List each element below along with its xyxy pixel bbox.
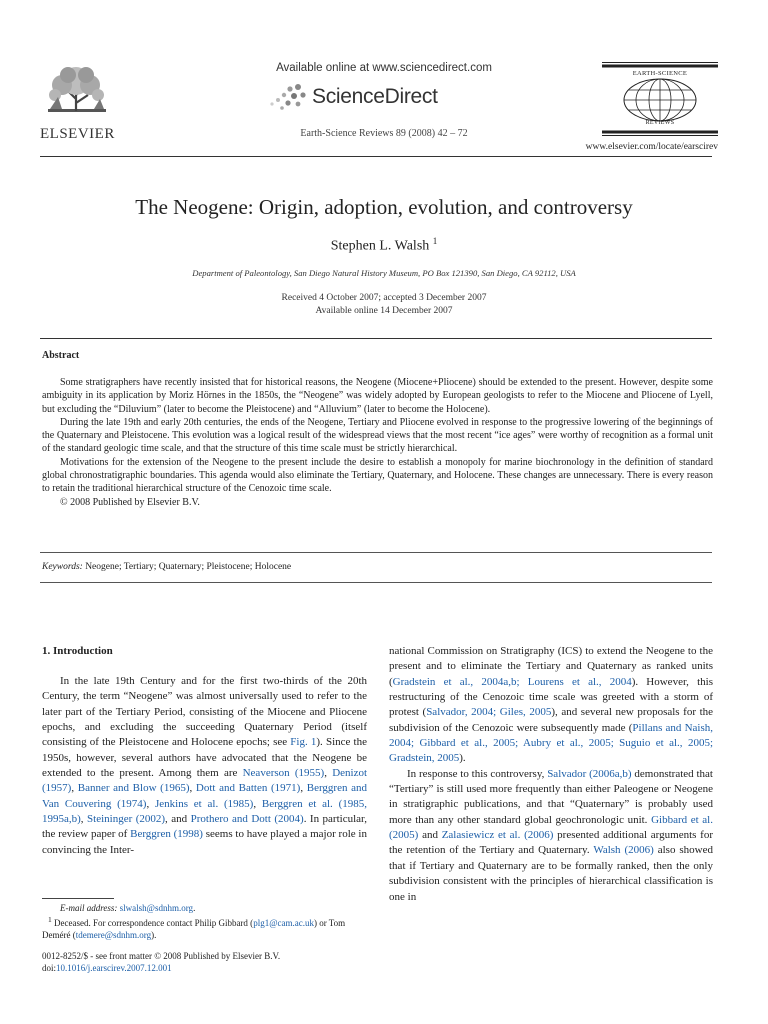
footnote-number: 1: [48, 915, 52, 924]
doi-line: [42, 962, 280, 974]
citation-link[interactable]: Berggren and Van Couvering (1974): [42, 782, 368, 810]
author-name: Stephen L. Walsh: [330, 238, 430, 254]
body-text: ). However, this restructuring of the Cenozoic time scale was greeted with a storm of protest (: [389, 675, 713, 719]
sciencedirect-dots-icon: [268, 82, 308, 112]
keywords-label: Keywords:: [42, 562, 83, 572]
deceased-footnote: [42, 914, 367, 941]
body-text: ,: [71, 782, 78, 795]
received-date: Received 4 October 2007; accepted 3 December 2007: [281, 293, 487, 303]
citation-link[interactable]: Prothero and Dott (2004): [190, 813, 304, 826]
doi-label: doi:: [42, 963, 57, 973]
journal-logo-subtitle: REVIEWS: [645, 120, 675, 126]
abstract-paragraph: Some stratigraphers have recently insisted that for historical reasons, the Neogene (Miocene+Pliocene) should be extended to the present. However, despite some ambiguity in its application by Moriz Hörnes in the 1850s, the “Neogene” was widely adopted by European geologists to refer to the Miocene and Pliocene of Lyell, but excluding the “Diluvium” (later to become the Pleistocene) and “Alluvium” (later to become the Holocene).: [42, 377, 713, 415]
footnote-text: Deceased. For correspondence contact Philip Gibbard (: [54, 918, 254, 928]
body-text: seems to have played a major role in convincing the Inter-: [42, 828, 367, 856]
abstract-paragraph: Motivations for the extension of the Neogene to the present include the desire to establish a monopoly for marine biochronology in the definition of standard global chronostratigraphic boundaries. This agenda would also eliminate the Tertiary, Quaternary, and Holocene. These changes are unnecessary. There is every reason to retain the traditional hierarchical structure of the Cenozoic time scale.: [42, 456, 713, 495]
citation-link[interactable]: Neaverson (1955): [242, 767, 325, 780]
intro-paragraph-continued: [389, 644, 713, 767]
citation-link[interactable]: Steininger (2002): [87, 813, 166, 826]
footnote-text-end: ).: [151, 930, 157, 940]
body-text: and: [418, 829, 442, 842]
publisher-name: ELSEVIER: [40, 126, 115, 142]
keywords-divider: [40, 552, 712, 553]
citation-link[interactable]: Salvador (2006a,b): [547, 767, 632, 780]
citation-link[interactable]: Jenkins et al. (1985): [155, 797, 254, 810]
right-column: [389, 644, 713, 905]
author-email-link[interactable]: slwalsh@sdnhm.org: [119, 903, 194, 913]
available-online-text: Available online at www.sciencedirect.com: [276, 62, 492, 74]
body-text: ,: [300, 782, 307, 795]
body-text: ,: [253, 797, 262, 810]
citation-link[interactable]: Dott and Batten (1971): [195, 782, 301, 795]
journal-reference: Earth-Science Reviews 89 (2008) 42 – 72: [300, 128, 468, 139]
globe-icon: [622, 77, 698, 123]
copyright-line: © 2008 Published by Elsevier B.V.: [60, 496, 200, 508]
abstract-top-divider: [40, 338, 712, 339]
citation-link[interactable]: Walsh (2006): [593, 844, 654, 857]
body-text: ).: [459, 752, 466, 765]
intro-paragraph-2: [389, 767, 713, 905]
body-text: ). Since the 1950s, however, several authors have advocated that the Neogene be extended to the present. Among them are: [42, 736, 367, 780]
keywords-line: [42, 562, 291, 572]
intro-paragraph-1: [42, 674, 367, 858]
citation-link[interactable]: Gibbard et al. (2005): [389, 813, 713, 842]
body-text: ), and several new proposals for the subdivision of the Cenozoic were subsequently made (: [389, 706, 714, 734]
doi-link[interactable]: 10.1016/j.earscirev.2007.12.001: [56, 963, 172, 973]
body-text: demonstrated that “Tertiary” is still used more frequently than either Paleogene or Neogene in stratigraphic publications, and that “Quaternary” is probably used more than any other standard global geochronologic unit.: [389, 767, 713, 826]
body-text: national Commission on Stratigraphy (ICS) to extend the Neogene to the present and to eliminate the Tertiary and Quaternary as ranked units (: [389, 645, 713, 688]
abstract-heading: Abstract: [42, 350, 80, 361]
citation-link[interactable]: Berggren et al. (1985, 1995a,b): [42, 797, 368, 826]
author-footnote-marker[interactable]: 1: [432, 236, 438, 246]
article-dates: [0, 292, 768, 318]
body-text: ,: [324, 767, 333, 780]
citation-link[interactable]: Salvador, 2004; Giles, 2005: [426, 706, 552, 719]
citation-link[interactable]: Banner and Blow (1965): [77, 782, 190, 795]
body-text: In the late 19th Century and for the first two-thirds of the 20th Century, the term “Neogene” was almost universally used to refer to the later part of the Tertiary Period, consisting of the Miocene and Pliocene epochs, and excluding the succeeding Quaternary Period (itself consisting of the Pleistocene and Holocene epochs; see: [42, 675, 367, 749]
journal-logo-title: EARTH-SCIENCE: [632, 70, 688, 77]
issn-line: 0012-8252/$ - see front matter © 2008 Published by Elsevier B.V.: [42, 951, 281, 961]
gibbard-email-link[interactable]: plg1@cam.ac.uk: [253, 918, 314, 928]
footnote-text-mid: ) or Tom Deméré (: [42, 918, 346, 940]
body-text: , and: [165, 813, 191, 826]
section-heading: 1. Introduction: [42, 645, 113, 657]
email-footnote: E-mail address: slwalsh@sdnhm.org.: [60, 903, 196, 913]
body-text: ,: [146, 797, 155, 810]
demere-email-link[interactable]: tdemere@sdnhm.org: [75, 930, 152, 940]
bottom-matter: [42, 950, 280, 974]
citation-link[interactable]: Berggren (1998): [130, 828, 203, 841]
author-line: [0, 236, 768, 255]
citation-link[interactable]: Pillans and Naish, 2004; Gibbard et al., 2005; Aubry et al., 2005; Suguio et al., 2005; Gradstein, 2005: [389, 721, 714, 765]
body-text: ,: [80, 813, 88, 826]
email-label: E-mail address:: [60, 903, 118, 913]
citation-link[interactable]: Denizot (1957): [42, 767, 368, 795]
left-column: [42, 674, 367, 858]
citation-link[interactable]: Zalasiewicz et al. (2006): [441, 829, 554, 842]
author-affiliation: Department of Paleontology, San Diego Natural History Museum, PO Box 121390, San Diego, CA 92112, USA: [192, 268, 576, 278]
abstract-body: [42, 376, 713, 509]
available-online-date: Available online 14 December 2007: [315, 306, 453, 316]
sciencedirect-wordmark: ScienceDirect: [312, 85, 438, 108]
body-text: . In particular, the review paper of: [42, 813, 367, 841]
footnote-divider: [42, 898, 114, 899]
journal-url-link[interactable]: www.elsevier.com/locate/earscirev: [585, 142, 718, 152]
abstract-paragraph: During the late 19th and early 20th centuries, the ends of the Neogene, Tertiary and Pliocene evolved in response to the progressive lowering of the beginnings of the Quaternary and Pleistocene. This evolution was a logical result of the widespread views that the most recent “ice ages” were worthy of recognition as a formal unit of the standard geologic time scale, and that the structure of this time scale must be strictly hierarchical.: [42, 416, 713, 455]
citation-link[interactable]: Gradstein et al., 2004a,b; Lourens et al., 2004: [392, 675, 632, 688]
citation-link[interactable]: Fig. 1: [290, 736, 317, 749]
body-text: ,: [189, 782, 196, 795]
article-title: The Neogene: Origin, adoption, evolution, and controversy: [135, 195, 633, 219]
body-text: presented additional arguments for the retention of the Tertiary and Quaternary.: [389, 829, 713, 857]
header-divider: [40, 156, 712, 157]
body-text: In response to this controversy,: [407, 767, 548, 780]
body-text: also showed that if Tertiary and Quaternary are to be formally ranked, then the only subdivision consistent with the principles of hierarchical classification is one in: [389, 844, 714, 903]
keywords-bottom-divider: [40, 582, 712, 583]
keywords-list: Neogene; Tertiary; Quaternary; Pleistocene; Holocene: [85, 562, 292, 572]
